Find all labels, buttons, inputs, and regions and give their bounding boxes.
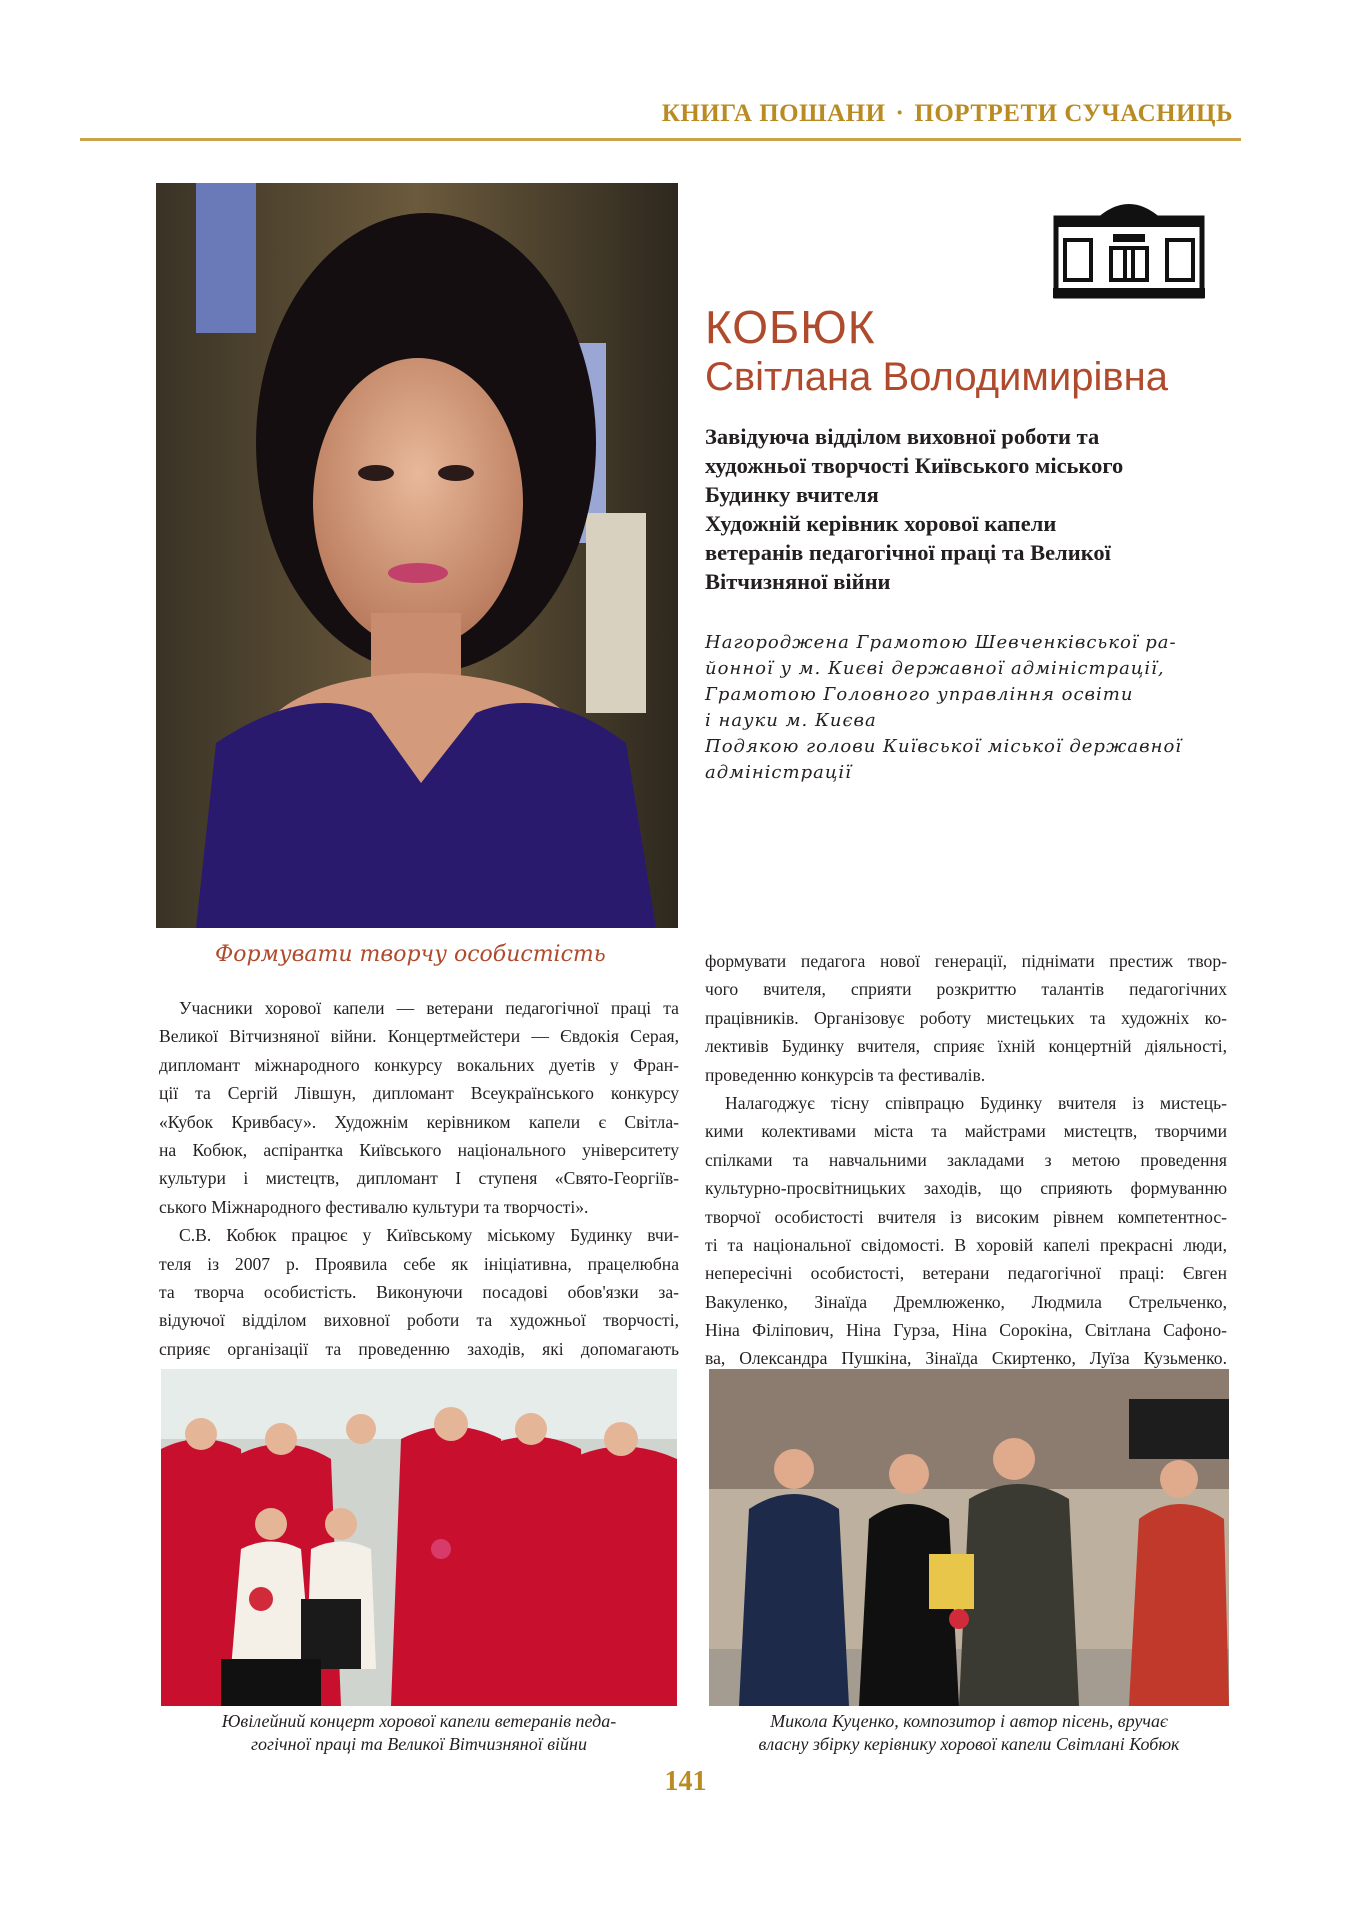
right-text-column — [705, 947, 1227, 1373]
role-line: Вітчизняної війни — [705, 569, 891, 594]
section-title: Формувати творчу особистість — [215, 942, 606, 967]
text-line: Налагоджує тісну співпрацю Будинку вчителя із мистець- — [725, 1092, 1227, 1113]
awards-block — [705, 630, 1235, 786]
text-line: формувати педагога нової генерації, піднімати престиж твор- — [705, 951, 1227, 971]
text-line: ва, Олександра Пушкіна, Зінаїда Скиртенко, Луїза Кузьменко. — [705, 1348, 1227, 1369]
award-line: Подякою голови Київської міської державної — [705, 736, 1183, 757]
text-line: чого вчителя, сприяти розкриттю талантів педагогічних — [705, 979, 1227, 1000]
text-line: С.В. Кобюк працює у Київському міському Будинку вчи- — [179, 1225, 679, 1246]
roles-block — [705, 422, 1225, 596]
role-line: ветеранів педагогічної праці та Великої — [705, 540, 1111, 565]
text-line: культури і мистецтв, дипломант І ступеня «Свято-Георгіїв- — [159, 1168, 679, 1189]
text-line: ції та Сергій Лівшун, дипломант Всеукраїнського конкурсу — [159, 1083, 679, 1104]
role-line: художньої творчості Київського міського — [705, 453, 1124, 478]
text-line: культурно-просвітницьких заходів, що сприяють формуванню — [705, 1178, 1227, 1199]
running-header — [662, 100, 1233, 128]
page-number: 141 — [664, 1766, 707, 1797]
caption-line: власну збірку керівнику хорової капели Світлані Кобюк — [758, 1734, 1180, 1754]
text-line: проведенню конкурсів та фестивалів. — [705, 1064, 986, 1085]
text-line: кими колективами міста та майстрами мистецтв, творчими — [705, 1121, 1227, 1142]
text-line: ті та національної свідомості. В хоровій капелі прекрасні люди, — [705, 1234, 1227, 1255]
person-given-names: Світлана Володимирівна — [705, 355, 1168, 399]
text-line: творчої особистості вчителя із високим рівнем компетентнос- — [705, 1206, 1227, 1227]
text-line: відуючої відділом виховної роботи та художньої творчості, — [159, 1310, 679, 1331]
photo1-caption — [150, 1710, 688, 1756]
building-logo-icon — [1053, 190, 1205, 300]
role-line: Будинку вчителя — [705, 482, 879, 507]
text-line: дипломант міжнародного конкурсу вокальних дуетів у Фран- — [159, 1054, 679, 1075]
text-line: непересічні особистості, ветерани педагогічної праці: Євген — [705, 1263, 1227, 1284]
text-line: теля із 2007 р. Проявила себе як ініціативна, працелюбна — [159, 1253, 679, 1274]
text-line: сприяє організації та проведенню заходів, які допомагають — [159, 1338, 679, 1359]
text-line: лективів Будинку вчителя, сприяє їхній концертній діяльності, — [705, 1036, 1227, 1057]
left-text-column — [159, 994, 679, 1363]
photo2-caption — [700, 1710, 1238, 1756]
text-line: Вакуленко, Зінаїда Дремлюженко, Людмила Стрельченко, — [705, 1291, 1227, 1312]
caption-line: Ювілейний концерт хорової капели ветеранів педа- — [221, 1711, 617, 1731]
award-line: йонної у м. Києві державної адміністрації, — [705, 658, 1165, 679]
text-line: та творча особистість. Виконуючи посадові обов'язки за- — [159, 1281, 679, 1302]
award-line: і науки м. Києва — [705, 710, 877, 731]
text-line: Ніна Філіпович, Ніна Гурза, Ніна Сорокіна, Світлана Сафоно- — [705, 1320, 1227, 1341]
portrait-photo — [156, 183, 678, 928]
caption-line: гогічної праці та Великої Вітчизняної війни — [251, 1734, 587, 1754]
person-surname: КОБЮК — [705, 301, 876, 353]
header-separator: · — [895, 100, 905, 127]
role-line: Художній керівник хорової капели — [705, 511, 1057, 536]
header-book-title: КНИГА ПОШАНИ — [661, 100, 886, 127]
header-section-title: ПОРТРЕТИ СУЧАСНИЦЬ — [914, 100, 1233, 127]
text-line: на Кобюк, аспірантка Київського національного університету — [159, 1139, 679, 1160]
award-line: адміністрації — [705, 762, 852, 783]
choir-concert-photo — [161, 1369, 677, 1706]
text-line: ського Міжнародного фестивалю культури та творчості». — [159, 1196, 589, 1217]
book-presentation-photo — [709, 1369, 1229, 1706]
text-line: спілками та навчальними закладами з метою проведення — [705, 1149, 1227, 1170]
role-line: Завідуюча відділом виховної роботи та — [705, 424, 1100, 449]
text-line: «Кубок Кривбасу». Художнім керівником капели є Світла- — [159, 1111, 679, 1132]
text-line: працівників. Організовує роботу мистецьких та художніх ко- — [705, 1007, 1227, 1028]
award-line: Нагороджена Грамотою Шевченківської ра- — [705, 632, 1177, 653]
award-line: Грамотою Головного управління освіти — [705, 684, 1134, 705]
text-line: Учасники хорової капели — ветерани педагогічної праці та — [179, 998, 679, 1018]
text-line: Великої Вітчизняної війни. Концертмейстери — Євдокія Серая, — [159, 1026, 679, 1047]
caption-line: Микола Куценко, композитор і автор пісень, вручає — [770, 1711, 1168, 1731]
header-rule — [80, 138, 1241, 141]
